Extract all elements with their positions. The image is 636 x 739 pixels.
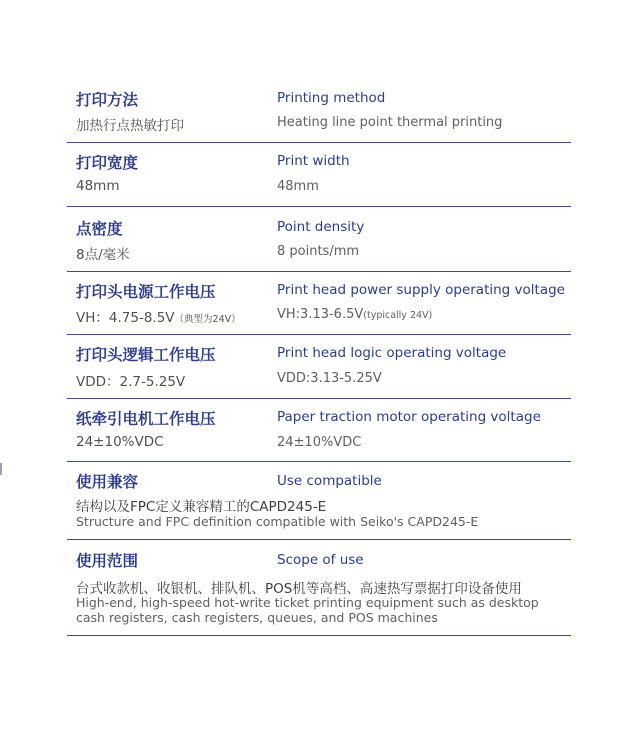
spec-cn-title: 使用兼容	[76, 473, 139, 491]
spec-cn-value: VDD：2.7-5.25V	[76, 374, 186, 390]
spec-en-value: VDD:3.13-5.25V	[277, 371, 382, 386]
spec-en-value-main: VH:3.13-6.5V	[277, 307, 364, 322]
spec-cn-note: （典型为24V）	[174, 314, 241, 325]
spec-en-title: Paper traction motor operating voltage	[277, 409, 541, 425]
spec-en-value: 48mm	[277, 179, 319, 194]
spec-cn-title: 点密度	[76, 220, 123, 238]
spec-cn-value: 48mm	[76, 178, 120, 194]
spec-row-scope-of-use	[67, 540, 571, 636]
spec-cn-value: 台式收款机、收银机、排队机、POS机等高档、高速热写票据打印设备使用	[76, 581, 522, 597]
spec-en-value: 8 points/mm	[277, 244, 360, 259]
spec-row-motor-voltage	[67, 399, 571, 462]
spec-en-title: Use compatible	[277, 473, 382, 489]
spec-en-title: Scope of use	[277, 552, 364, 568]
spec-cn-title: 打印头电源工作电压	[76, 283, 216, 301]
spec-cn-value-main: VH：4.75-8.5V	[76, 310, 175, 326]
spec-cn-value: 8点/毫米	[76, 247, 130, 263]
spec-en-title: Print head logic operating voltage	[277, 345, 507, 361]
spec-en-value: High-end, high-speed hot-write ticket printing equipment such as desktop cash registers, cash registers, queues, and POS machines	[76, 595, 539, 625]
spec-cn-title: 打印方法	[76, 91, 139, 109]
spec-row-printing-method	[67, 80, 571, 143]
spec-row-point-density	[67, 207, 571, 272]
spec-cn-title: 打印头逻辑工作电压	[76, 346, 216, 364]
spec-en-title: Point density	[277, 219, 365, 235]
spec-en-value: Structure and FPC definition compatible with Seiko's CAPD245-E	[76, 514, 479, 529]
spec-cn-value: 24±10%VDC	[76, 434, 164, 450]
spec-en-note: (typically 24V)	[363, 310, 433, 321]
spec-row-print-head-logic-voltage	[67, 335, 571, 399]
spec-en-title: Print head power supply operating voltage	[277, 282, 565, 298]
spec-en-value	[277, 307, 432, 322]
spec-row-print-width	[67, 143, 571, 207]
spec-en-title: Print width	[277, 153, 350, 169]
spec-cn-title: 使用范围	[76, 552, 139, 570]
spec-cn-value: 加热行点热敏打印	[76, 118, 184, 134]
spec-en-value: 24±10%VDC	[277, 435, 362, 450]
spec-row-print-head-power-voltage	[67, 272, 571, 335]
spec-cn-title: 打印宽度	[76, 154, 139, 172]
edge-mark	[0, 463, 2, 475]
spec-cn-value: 结构以及FPC定义兼容精工的CAPD245-E	[76, 499, 327, 515]
spec-cn-title: 纸牵引电机工作电压	[76, 410, 216, 428]
spec-table	[67, 80, 571, 636]
spec-row-compatibility	[67, 462, 571, 540]
spec-cn-value	[76, 306, 241, 326]
spec-en-title: Printing method	[277, 90, 386, 106]
spec-en-value: Heating line point thermal printing	[277, 115, 503, 130]
